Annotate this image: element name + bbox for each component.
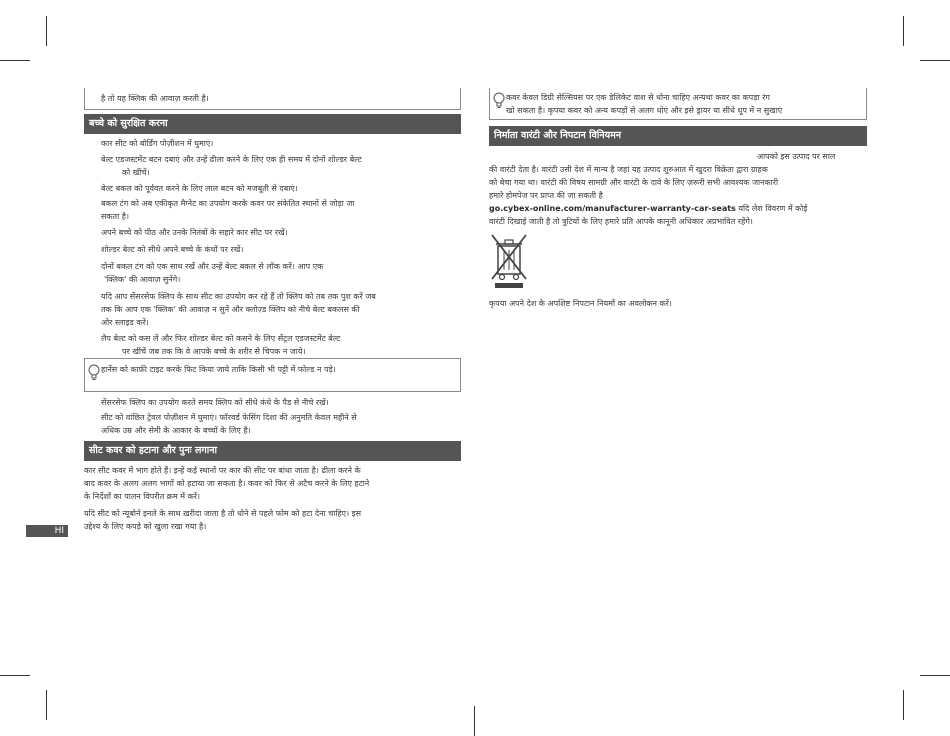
step-line: तक कि आप एक 'क्लिक' की आवाज़ न सुनें और क्लोज़्ड क्लिप को नीचे बेल्ट बकलस की	[101, 305, 360, 314]
lightbulb-icon	[88, 364, 100, 380]
warranty-url-suffix: यदि लेश विवरण में कोई	[735, 204, 808, 213]
section-title-securing-child: बच्चे को सुरक्षित करना	[84, 114, 461, 134]
section-title-warranty: निर्माता वारंटी और निपटान विनियमन	[489, 126, 867, 146]
step-line: बेल्ट एडजस्टमेंट बटन दबाएं और उन्हें ढीला करने के लिए एक ही समय में दोनों शोल्डर बेल्ट	[101, 155, 362, 164]
crop-mark	[474, 706, 475, 736]
warranty-first-line: आपको इस उत्पाद पर साल	[757, 152, 836, 161]
washing-tip-line: खो सकता है। कृपया कवर को अन्य कपड़ों से अलग धोएं और इसे ड्रायर या सीधे धूप में न सुखाएं	[506, 106, 783, 115]
cover-para-line: कार सीट कवर में भाग होते हैं। इन्हें कई स्थानों पर कार की सीट पर बांधा जाता है। ढीला करने के	[84, 466, 361, 475]
cover-para-line: उद्देश्य के लिए कपड़े को खुला रखा गया है।	[84, 522, 207, 531]
lightbulb-icon	[493, 92, 505, 108]
washing-tip-line: कवर केवल डिग्री सेल्सियस पर एक डेलिकेट वाश से धोना चाहिए अन्यथा कवर का कपड़ा रंग	[506, 93, 770, 102]
crop-mark	[46, 16, 47, 46]
step-line: लैप बेल्ट को कस लें और फिर शोल्डर बेल्ट को कसने के लिए सेंट्रल एडजस्टमेंट बेल्ट	[101, 334, 341, 343]
step-line: कार सीट को बोर्डिंग पोज़ीशन में घुमाएं।	[101, 139, 214, 148]
step-line: सकता है।	[101, 212, 130, 221]
language-tab: HI	[26, 525, 68, 537]
washing-tip-box	[489, 88, 867, 120]
cover-para-line: यदि सीट को न्यूबोर्न इनले के साथ ख़रीदा जाता है तो धोने से पहले फोम को हटा देना चाहिए। इस	[84, 509, 362, 518]
step-line: 'क्लिक' की आवाज़ सुनेंगे।	[104, 275, 181, 284]
harness-tip-text: हार्नेस को काफ़ी टाइट करके फिट किया जाये ताकि किसी भी पट्टी में फोल्ड न पड़े।	[101, 365, 336, 374]
step-line: दोनों बकल टंग को एक साथ रखें और उन्हें बेल्ट बकल से लॉक करें। आप एक	[101, 262, 324, 271]
crop-mark	[920, 675, 950, 676]
step-line: को खींचें।	[122, 168, 150, 177]
crop-mark	[903, 690, 904, 720]
crossed-bin-icon	[489, 232, 529, 290]
warranty-line: को बेचा गया था। वारंटी की विषय सामग्री और वारंटी के दावे के लिए ज़रूरी सभी आवश्यक जानकारी	[489, 178, 779, 187]
crop-mark	[903, 16, 904, 46]
after-tip-line: अधिक उम्र और सेमी के आकार के बच्चों के लिए है।	[101, 426, 251, 435]
step-line: बकल टंग को अब एकीकृत मैग्नेट का उपयोग करके कवर पर संकेतित स्थानों से जोड़ा जा	[101, 199, 355, 208]
step-line: बेल्ट बकल को पूर्ववत करने के लिए लाल बटन को मजबूती से दबाएं।	[101, 184, 298, 193]
warranty-line: की वारंटी देता है। वारंटी उसी देश में मान्य है जहां यह उत्पाद शुरुआत में खुदरा विक्रेता द्वारा ग्राहक	[489, 165, 768, 174]
after-tip-line: सेंसरसेफ क्लिप का उपयोग करते समय क्लिप को सीधे कंधे के पैड से नीचे रखें।	[101, 398, 329, 407]
step-line: पर खींचें जब तक कि वे आपके बच्चे के शरीर से चिपक न जाये।	[122, 347, 306, 356]
section-title-seat-cover: सीट कवर को हटाना और पुनः लगाना	[84, 441, 461, 461]
warranty-url-line	[489, 202, 807, 215]
cover-para-line: के निर्देशों का पालन विपरीत क्रम में करें।	[84, 492, 201, 501]
warranty-url-link[interactable]: go.cybex-online.com/manufacturer-warranty-car-seats	[489, 204, 736, 213]
harness-tip-box	[84, 358, 461, 392]
warranty-line: वारंटी दिखाई जाती है तो त्रुटियों के लिए हमारे प्रति आपके कानूनी अधिकार अप्रभावित रहेंगे।	[489, 217, 753, 226]
disposal-text: कृपया अपने देश के अपशिष्ट निपटान नियमों का अवलोकन करें।	[489, 299, 672, 308]
step-line: ओर स्लाइड करें।	[101, 318, 149, 327]
step-line: अपने बच्चे को पीठ और उनके नितंबों के सहारे कार सीट पर रखें।	[101, 228, 288, 237]
step-line: शोल्डर बेल्ट को सीधे अपने बच्चे के कंधों पर रखें।	[101, 245, 244, 254]
cover-para-line: बाद कवर के अलग अलग भागों को हटाया जा सकता है। कवर को फिर से अटैच करने के लिए हटाने	[84, 479, 370, 488]
crop-mark	[46, 690, 47, 720]
top-continuation-box	[84, 88, 461, 110]
after-tip-line: सीट को वांछित ट्रेवल पोज़ीशन में घुमाएं। फॉरवर्ड फेसिंग दिशा की अनुमति केवल महीने से	[101, 413, 357, 422]
crop-mark	[920, 60, 950, 61]
top-box-text: है तो यह क्लिक की आवाज़ करती है।	[101, 94, 209, 103]
crop-mark	[0, 675, 30, 676]
step-line: यदि आप सेंसरसेफ क्लिप के साथ सीट का उपयोग कर रहे हैं तो क्लिप को तब तक पुश करें जब	[101, 292, 376, 301]
warranty-line: हमारे होमपेज पर प्राप्त की जा सकती है	[489, 191, 603, 200]
crop-mark	[0, 60, 30, 61]
